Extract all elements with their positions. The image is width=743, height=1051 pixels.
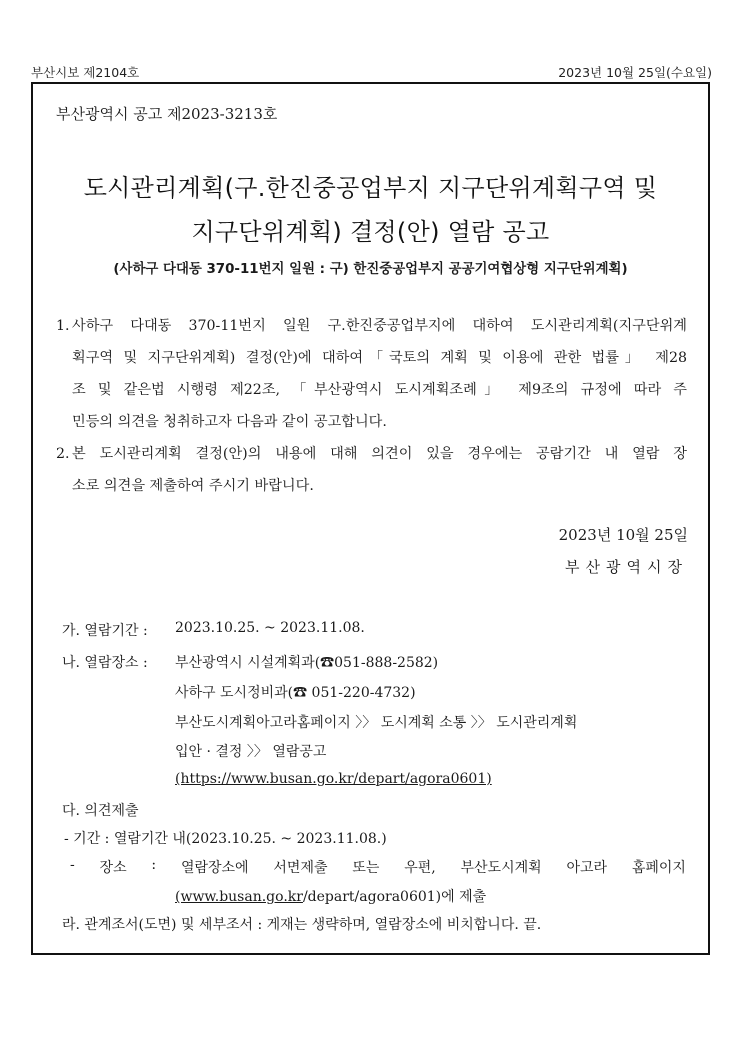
opinion-place-address [175,886,486,906]
paragraph-1-line: 민등의 의견을 청취하고자 다음과 같이 공고합니다. [72,414,387,430]
viewing-place-line: 부산도시계획아고라홈페이지 〉〉 도시계획 소통 〉〉 도시관리계획 [175,715,578,731]
viewing-period-label: 가. 열람기간 : [62,623,148,639]
paragraph-1-number: 1. [56,318,70,334]
place-part: 부산도시계획 [460,860,542,876]
notice-number: 부산광역시 공고 제2023-3213호 [56,105,278,123]
page-subtitle: (사하구 다대동 370-11번지 일원 : 구) 한진중공업부지 공공기여협상형 지구단위계획) [113,262,628,277]
place-part: 열람장소에 [180,860,249,876]
paragraph-2-line: 본 도시관리계획 결정(안)의 내용에 대해 의견이 있을 경우에는 공람기간 내 열람 장 [72,446,687,462]
paragraph-2-line: 소로 의견을 제출하여 주시기 바랍니다. [72,478,314,494]
issue-number: 부산시보 제2104호 [31,65,140,80]
place-part: 홈페이지 [631,860,686,876]
place-part: - [70,857,75,873]
page-title-line-2: 지구단위계획) 결정(안) 열람 공고 [191,218,550,246]
paragraph-1 [56,310,687,438]
place-part: 또는 [352,860,380,876]
viewing-period-value: 2023.10.25. ~ 2023.11.08. [175,620,365,636]
busan-homepage-link[interactable]: (www.busan.go.kr [175,889,303,905]
place-part: : [151,857,157,873]
paragraph-1-line: 조 및 같은법 시행령 제22조, 「부산광역시 도시계획조례」 제9조의 규정에 따라 주 [72,382,687,398]
sign-date: 2023년 10월 25일 [558,526,688,544]
opinion-submission-heading: 다. 의견제출 [62,803,139,819]
place-part: 서면제출 [273,860,328,876]
issue-date: 2023년 10월 25일(수요일) [558,65,712,80]
opinion-place-line [70,857,686,877]
opinion-period: - 기간 : 열람기간 내(2023.10.25. ~ 2023.11.08.) [64,831,387,847]
paragraph-2-number: 2. [56,446,70,462]
place-part: 우편, [404,860,436,876]
viewing-place-line: 부산광역시 시설계획과(☎051-888-2582) [175,655,439,671]
place-part: 장소 [99,860,127,876]
place-part: 아고라 [566,860,608,876]
opinion-place-rest: /depart/agora0601)에 제출 [302,889,487,905]
paragraph-1-line: 획구역 및 지구단위계획) 결정(안)에 대하여「국토의 계획 및 이용에 관한 법률」 제28 [72,350,687,366]
related-documents-note: 라. 관계조서(도면) 및 세부조서 : 게재는 생략하며, 열람장소에 비치합니다. 끝. [62,917,542,933]
viewing-place-label: 나. 열람장소 : [62,655,148,671]
paragraph-1-line: 사하구 다대동 370-11번지 일원 구.한진중공업부지에 대하여 도시관리계획(지구단위계 [72,318,687,334]
paragraph-2 [56,438,687,502]
viewing-place-line: 사하구 도시정비과(☎ 051-220-4732) [175,685,416,701]
page-title-line-1: 도시관리계획(구.한진중공업부지 지구단위계획구역 및 [83,174,658,202]
viewing-place-line: 입안 · 결정 〉〉 열람공고 [175,744,327,760]
agora-url-link[interactable]: (https://www.busan.go.kr/depart/agora0601) [175,771,492,787]
signatory: 부산광역시장 [565,558,688,576]
